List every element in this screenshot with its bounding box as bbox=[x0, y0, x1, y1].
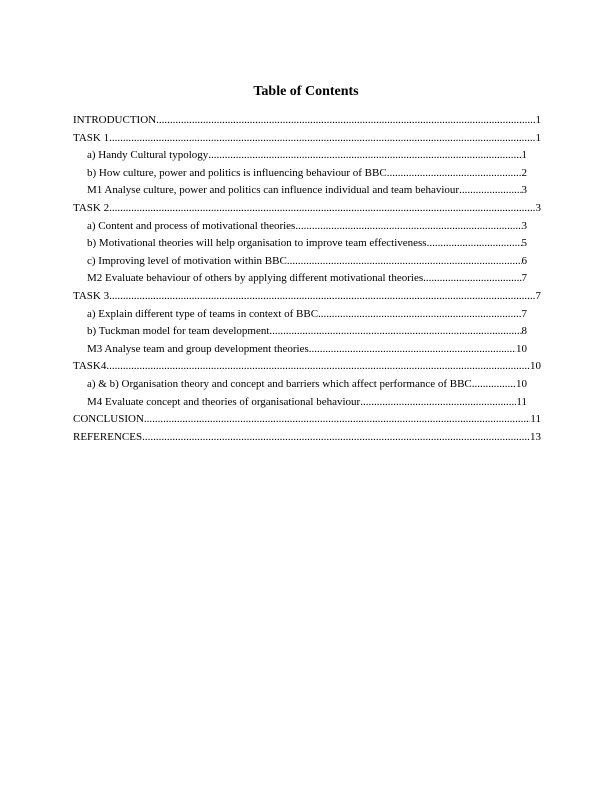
toc-page-number: 11 bbox=[516, 395, 527, 408]
toc-entry-text: a) & b) Organisation theory and concept and barriers which affect performance of BBC. bbox=[87, 377, 475, 390]
toc-entry[interactable] bbox=[87, 219, 527, 237]
toc-entry[interactable] bbox=[87, 307, 527, 325]
toc-entry[interactable] bbox=[73, 430, 541, 448]
toc-dot-leader bbox=[208, 148, 521, 162]
toc-dot-leader bbox=[459, 183, 521, 197]
toc-page-number: 1 bbox=[521, 149, 527, 162]
toc-page-number: 11 bbox=[530, 413, 541, 426]
toc-dot-leader bbox=[387, 166, 522, 180]
toc-page-number: 8 bbox=[521, 325, 527, 338]
toc-entry[interactable] bbox=[87, 148, 527, 166]
toc-dot-leader bbox=[287, 254, 522, 268]
toc-entry-text: REFERENCES bbox=[73, 430, 143, 443]
toc-dot-leader bbox=[142, 430, 530, 444]
toc-dot-leader bbox=[360, 395, 516, 409]
toc-dot-leader bbox=[144, 412, 531, 426]
toc-entry[interactable] bbox=[87, 271, 527, 289]
toc-entry[interactable] bbox=[87, 324, 527, 342]
toc-dot-leader bbox=[318, 307, 521, 321]
toc-list bbox=[73, 113, 543, 447]
toc-entry-text: c) Improving level of motivation within BBC bbox=[87, 254, 287, 267]
toc-dot-leader bbox=[156, 113, 535, 127]
toc-entry[interactable] bbox=[87, 395, 527, 413]
toc-page-number: 7 bbox=[535, 289, 541, 302]
toc-entry[interactable] bbox=[87, 166, 527, 184]
toc-page-number: 1 bbox=[535, 131, 541, 144]
toc-dot-leader bbox=[309, 342, 516, 356]
toc-page-number: 7 bbox=[521, 307, 527, 320]
toc-entry-text: TASK 1 bbox=[73, 131, 110, 144]
toc-entry[interactable] bbox=[73, 201, 541, 219]
toc-dot-leader bbox=[269, 324, 521, 338]
toc-entry[interactable] bbox=[87, 342, 527, 360]
toc-page-number: 3 bbox=[521, 184, 527, 197]
toc-page-number: 3 bbox=[535, 201, 541, 214]
toc-entry[interactable] bbox=[73, 359, 541, 377]
toc-dot-leader bbox=[109, 289, 535, 303]
toc-entry[interactable] bbox=[73, 131, 541, 149]
toc-entry[interactable] bbox=[87, 377, 527, 395]
toc-entry-text: TASK4 bbox=[73, 360, 107, 373]
toc-entry-text: a) Content and process of motivational theories bbox=[87, 219, 296, 232]
toc-dot-leader bbox=[427, 236, 522, 250]
toc-dot-leader bbox=[109, 131, 535, 145]
toc-entry[interactable] bbox=[87, 183, 527, 201]
toc-entry-text: b) Tuckman model for team development bbox=[87, 325, 270, 338]
toc-entry-text: a) Handy Cultural typology bbox=[87, 149, 209, 162]
toc-dot-leader bbox=[423, 271, 521, 285]
toc-entry-text: M3 Analyse team and group development theories bbox=[87, 342, 309, 355]
toc-page-number: 10 bbox=[530, 360, 541, 373]
toc-entry-text: TASK 3 bbox=[73, 289, 110, 302]
toc-dot-leader bbox=[106, 359, 530, 373]
toc-entry-text: TASK 2 bbox=[73, 201, 110, 214]
toc-entry-text: M1 Analyse culture, power and politics can influence individual and team behaviour bbox=[87, 184, 460, 197]
toc-dot-leader bbox=[295, 219, 521, 233]
toc-page-number: 6 bbox=[521, 254, 527, 267]
toc-entry[interactable] bbox=[73, 289, 541, 307]
toc-entry-text: INTRODUCTION bbox=[73, 114, 157, 126]
toc-page-number: 10 bbox=[516, 342, 527, 355]
toc-entry-text: b) How culture, power and politics is influencing behaviour of BBC bbox=[87, 166, 387, 179]
toc-entry-text: M2 Evaluate behaviour of others by applying different motivational theories bbox=[87, 272, 424, 285]
toc-entry-text: a) Explain different type of teams in context of BBC bbox=[87, 307, 319, 320]
toc-page-number: 7 bbox=[521, 272, 527, 285]
toc-page-number: 13 bbox=[530, 430, 541, 443]
toc-page-number: 2 bbox=[521, 166, 527, 179]
toc-page-number: 10 bbox=[516, 377, 527, 390]
toc-page-number: 5 bbox=[521, 237, 527, 250]
toc-entry[interactable] bbox=[73, 412, 541, 430]
toc-entry-text: b) Motivational theories will help organisation to improve team effectiveness bbox=[87, 237, 427, 250]
toc-dot-leader bbox=[475, 377, 516, 391]
toc-entry-text: CONCLUSION bbox=[73, 413, 144, 426]
toc-page-number: 1 bbox=[535, 114, 541, 126]
toc-entry[interactable] bbox=[87, 236, 527, 254]
toc-dot-leader bbox=[109, 201, 535, 215]
toc-entry-text: M4 Evaluate concept and theories of organisational behaviour bbox=[87, 395, 361, 408]
toc-entry[interactable] bbox=[73, 113, 541, 131]
toc-page-number: 3 bbox=[521, 219, 527, 232]
toc-entry[interactable] bbox=[87, 254, 527, 272]
toc-title: Table of Contents bbox=[253, 84, 359, 99]
